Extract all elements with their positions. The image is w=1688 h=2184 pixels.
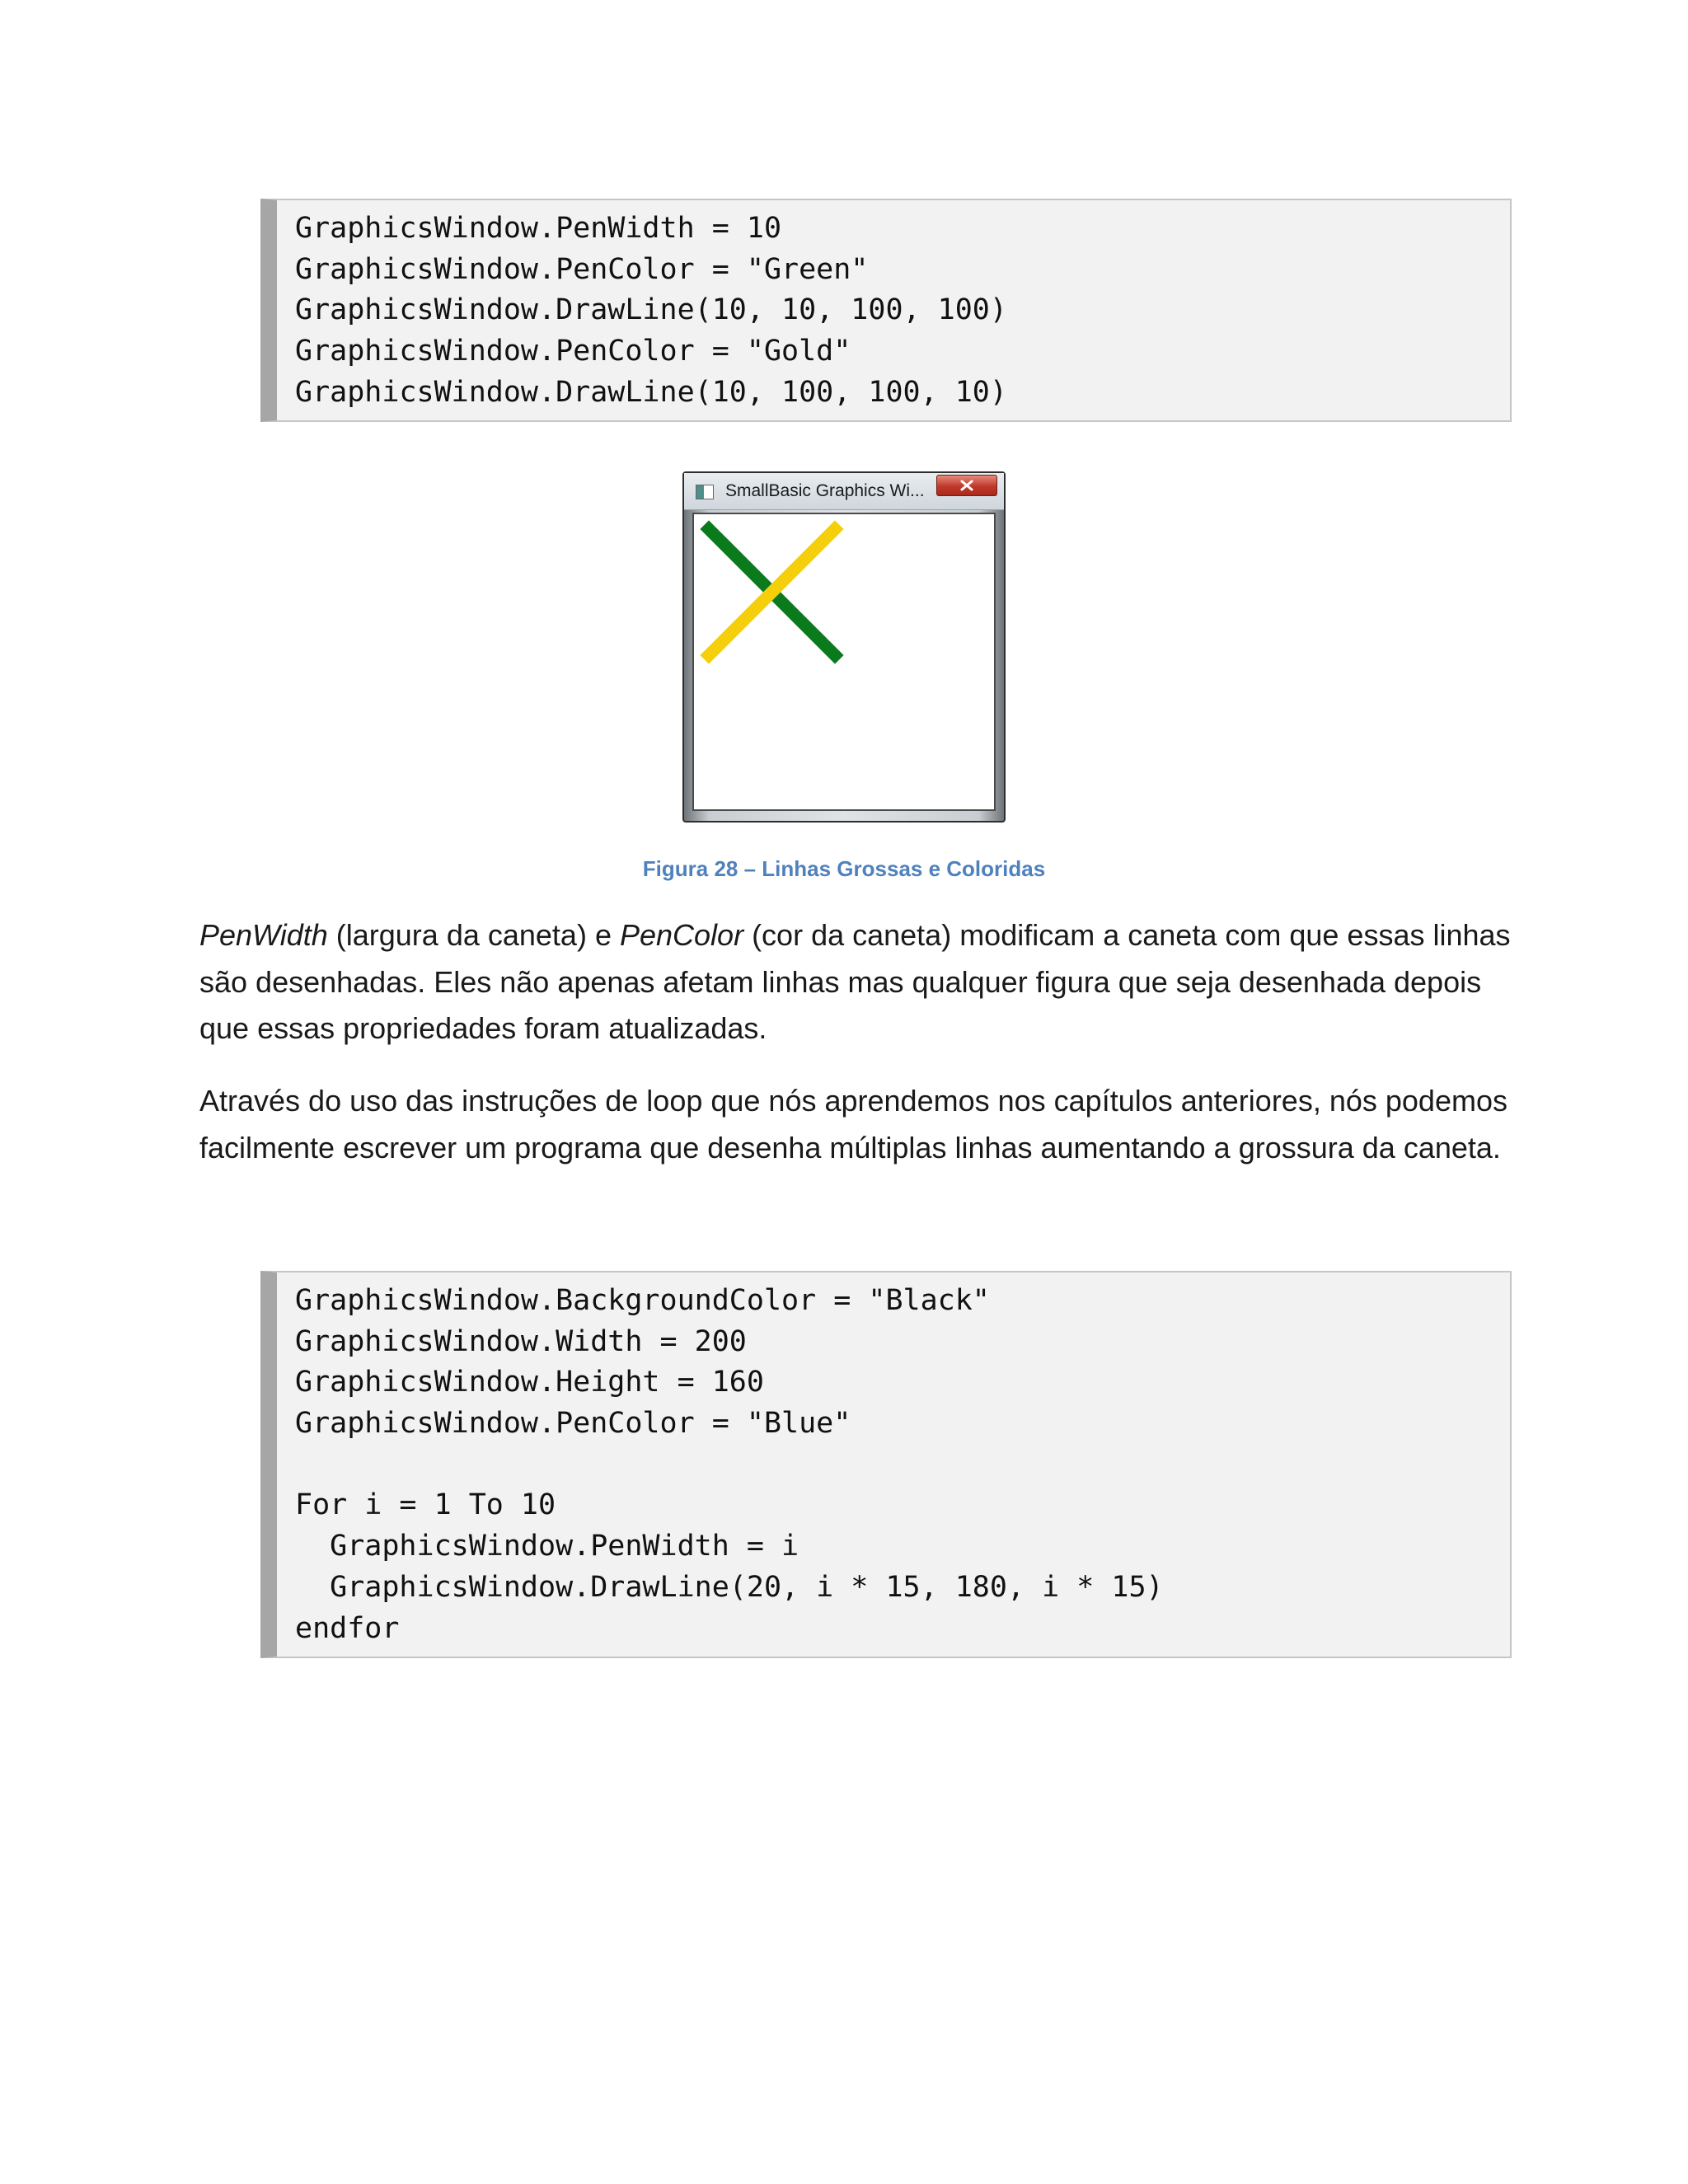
term-pencolor: PenColor: [619, 918, 744, 952]
term-penwidth: PenWidth: [199, 918, 328, 952]
code-line: GraphicsWindow.PenColor = "Green": [295, 252, 869, 286]
code-line: GraphicsWindow.DrawLine(20, i * 15, 180, i * 15): [295, 1570, 1164, 1604]
paragraph-text: (cor da caneta) modificam a caneta com que essas linhas são desenhadas. Eles não apenas afetam linhas mas qualquer figura que seja desenhada depois que essas propriedades foram atualizadas.: [199, 918, 1511, 1045]
paragraph-pen-properties: [199, 912, 1535, 1052]
code-line: GraphicsWindow.PenColor = "Gold": [295, 335, 851, 368]
canvas-drawing: [694, 514, 994, 809]
graphics-window-screenshot: [682, 471, 1006, 823]
code-line: GraphicsWindow.PenWidth = i: [295, 1530, 799, 1563]
code-line: GraphicsWindow.Width = 200: [295, 1324, 747, 1358]
smallbasic-app-icon: [696, 485, 714, 499]
window-title: SmallBasic Graphics Wi...: [725, 481, 925, 500]
code-line: For i = 1 To 10: [295, 1488, 556, 1522]
code-line: GraphicsWindow.BackgroundColor = "Black": [295, 1284, 990, 1317]
code-block-pen-example: [260, 199, 1512, 422]
code-line: GraphicsWindow.DrawLine(10, 10, 100, 100): [295, 293, 1007, 327]
code-lines: [295, 1281, 1164, 1649]
window-titlebar: [684, 473, 1004, 510]
figure-caption: Figura 28 – Linhas Grossas e Coloridas: [642, 856, 1046, 881]
code-line: GraphicsWindow.DrawLine(10, 100, 100, 10): [295, 375, 1007, 409]
graphics-canvas: [692, 513, 996, 811]
code-line: GraphicsWindow.PenWidth = 10: [295, 212, 782, 245]
code-line: [295, 1445, 1164, 1486]
close-button: [936, 475, 997, 496]
code-block-loop-example: [260, 1271, 1512, 1658]
code-line: GraphicsWindow.Height = 160: [295, 1366, 764, 1399]
close-icon: [959, 480, 974, 491]
code-line: endfor: [295, 1611, 400, 1645]
code-lines: [295, 209, 1007, 413]
code-line: GraphicsWindow.PenColor = "Blue": [295, 1407, 851, 1441]
paragraph-text: (largura da caneta) e: [327, 918, 620, 952]
paragraph-loop-intro: Através do uso das instruções de loop que nós aprendemos nos capítulos anteriores, nós podemos facilmente escrever um programa que desenha múltiplas linhas aumentando a grossura da caneta.: [199, 1084, 1507, 1165]
